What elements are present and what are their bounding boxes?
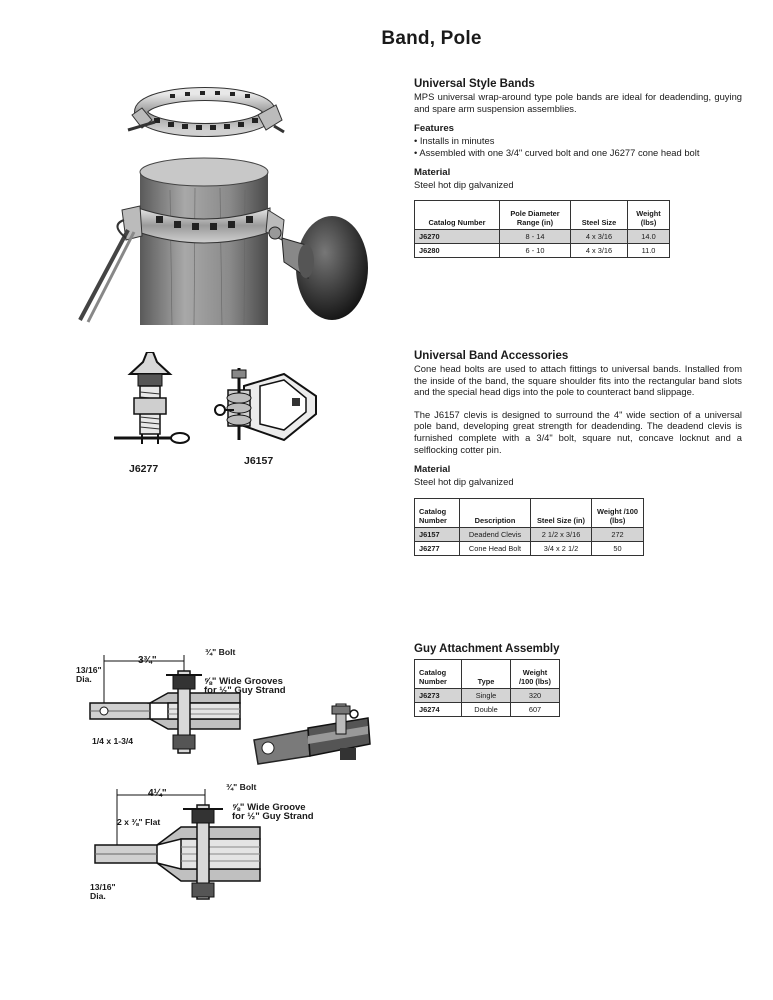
table-cell: Single [462,689,511,703]
feature-item: • Assembled with one 3/4" curved bolt and one J6277 cone head bolt [414,146,700,158]
section-heading: Universal Band Accessories [414,350,569,362]
overall-length-label-2: 4¼" [148,788,167,799]
material-heading: Material [414,167,451,178]
bolt-label: ¾" Bolt [205,647,236,657]
col-header: Pole Diameter Range (in) [500,201,571,230]
col-header: Steel Size [571,201,628,230]
col-header: Catalog Number [415,498,460,527]
table-cell: 11.0 [628,244,670,258]
cone-bolt-label: J6277 [129,463,159,475]
deadend-clevis-drawing [212,368,322,446]
universal-bands-section [414,78,742,258]
table-cell: J6270 [415,230,500,244]
flat-size-label-2: 2 x ⅜" Flat [117,817,161,827]
table-cell: 50 [592,541,644,555]
section-heading: Guy Attachment Assembly [414,643,560,655]
col-header: Description [460,498,531,527]
table-cell: 6 - 10 [500,244,571,258]
col-header: Type [462,660,511,689]
section-description: MPS universal wrap-around type pole bands are ideal for deadending, guying and spare arm suspension assemblies. [414,91,742,114]
guy-attachment-section [414,643,742,717]
features-heading: Features [414,123,454,135]
flat-size-label: 1/4 x 1-3/4 [92,736,134,746]
table-row [415,541,644,555]
clevis-label: J6157 [244,455,274,467]
diameter-label-2: 13/16" Dia. [90,882,116,901]
table-row [415,230,670,244]
table-cell: 272 [592,527,644,541]
col-header: Catalog Number [415,201,500,230]
table-row [415,527,644,541]
table-row [415,703,560,717]
accessories-section [414,350,742,556]
guy-spec-table [414,659,560,717]
table-cell: Double [462,703,511,717]
table-cell: J6280 [415,244,500,258]
table-cell: 14.0 [628,230,670,244]
table-cell: 8 - 14 [500,230,571,244]
table-header-row [415,201,670,230]
table-cell: Deadend Clevis [460,527,531,541]
groove-label: ⅝" Wide Grooves for ½" Guy Strand [204,676,286,696]
table-cell: 2 1/2 x 3/16 [531,527,592,541]
material-heading: Material [414,464,451,476]
col-header: Weight (lbs) [628,201,670,230]
table-cell: J6277 [415,541,460,555]
material-text: Steel hot dip galvanized [414,476,514,488]
page-title: Band, Pole [381,28,482,49]
table-cell: J6157 [415,527,460,541]
feature-item: • Installs in minutes [414,135,495,147]
accessories-paragraph-2: The J6157 clevis is designed to surround the 4" wide section of a universal pole band, developing great strength for deadending. The deadend clevis is furnished complete with a 3/4" bolt, square nut, concave locknut and a selflocking cotter pin. [414,408,742,455]
col-header: Steel Size (in) [531,498,592,527]
bolt-label-2: ¾" Bolt [226,782,257,792]
table-row [415,244,670,258]
cone-head-bolt-drawing [110,352,200,457]
col-header: Catalog Number [415,660,462,689]
material-text: Steel hot dip galvanized [414,179,514,190]
table-row [415,689,560,703]
col-header: Weight /100 (lbs) [511,660,560,689]
accessories-spec-table [414,498,644,556]
bands-spec-table [414,200,670,258]
table-cell: J6274 [415,703,462,717]
table-header-row [415,660,560,689]
guy-attachment-photo [248,700,388,780]
table-header-row [415,498,644,527]
overall-length-label: 3¾" [138,655,157,666]
section-heading: Universal Style Bands [414,78,535,90]
table-cell: 4 x 3/16 [571,230,628,244]
table-cell: 607 [511,703,560,717]
col-header: Weight /100 (lbs) [592,498,644,527]
table-cell: J6273 [415,689,462,703]
table-cell: 3/4 x 2 1/2 [531,541,592,555]
table-cell: 4 x 3/16 [571,244,628,258]
diameter-label: 13/16" Dia. [76,665,102,684]
table-cell: 320 [511,689,560,703]
pole-band-photo [70,80,370,325]
table-cell: Cone Head Bolt [460,541,531,555]
accessories-paragraph-1: Cone head bolts are used to attach fittings to universal bands. Installed from the inside of the band, the square shoulder fits into the rectangular band slots and the special head digs into the pole to counteract band slippage. [414,363,742,398]
groove-label-2: ⅝" Wide Groove for ½" Guy Strand [232,802,314,822]
